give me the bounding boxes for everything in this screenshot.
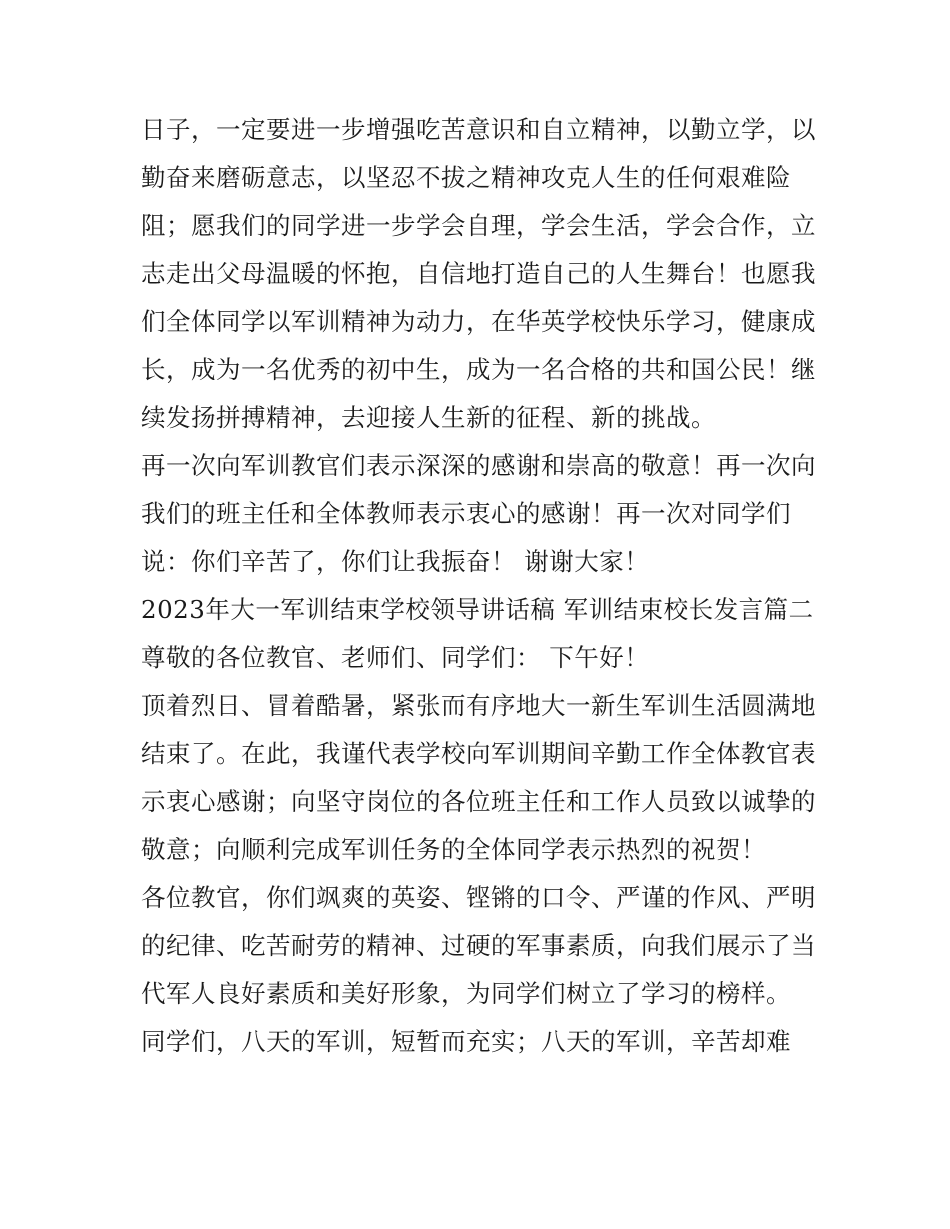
text-line: 长，成为一名优秀的初中生，成为一名合格的共和国公民！继 (141, 355, 816, 384)
text-line: 勤奋来磨砺意志，以坚忍不拔之精神攻克人生的任何艰难险 (141, 163, 791, 192)
text-line: 同学们，八天的军训，短暂而充实；八天的军训，辛苦却难 (141, 1027, 791, 1056)
text-line: 我们的班主任和全体教师表示衷心的感谢！再一次对同学们 (141, 499, 791, 528)
text-line: 尊敬的各位教官、老师们、同学们： 下午好！ (141, 643, 650, 672)
section-heading: 2023年大一军训结束学校领导讲话稿 军训结束校长发言篇二 (141, 595, 814, 624)
text-line: 的纪律、吃苦耐劳的精神、过硬的军事素质，向我们展示了当 (141, 931, 816, 960)
text-line: 代军人良好素质和美好形象，为同学们树立了学习的榜样。 (141, 979, 791, 1008)
text-line: 们全体同学以军训精神为动力，在华英学校快乐学习，健康成 (141, 307, 816, 336)
text-line: 说：你们辛苦了，你们让我振奋！ 谢谢大家！ (141, 547, 650, 576)
text-line: 续发扬拼搏精神，去迎接人生新的征程、新的挑战。 (141, 403, 716, 432)
text-line: 再一次向军训教官们表示深深的感谢和崇高的敬意！再一次向 (141, 451, 816, 480)
text-line: 阻；愿我们的同学进一步学会自理，学会生活，学会合作，立 (141, 211, 816, 240)
text-line: 示衷心感谢；向坚守岗位的各位班主任和工作人员致以诚挚的 (141, 787, 816, 816)
text-line: 志走出父母温暖的怀抱，自信地打造自己的人生舞台！也愿我 (141, 259, 816, 288)
text-line: 日子，一定要进一步增强吃苦意识和自立精神，以勤立学，以 (141, 115, 816, 144)
text-line: 敬意；向顺利完成军训任务的全体同学表示热烈的祝贺！ (141, 835, 766, 864)
text-line: 结束了。在此，我谨代表学校向军训期间辛勤工作全体教官表 (141, 739, 816, 768)
text-line: 顶着烈日、冒着酷暑，紧张而有序地大一新生军训生活圆满地 (141, 691, 816, 720)
text-line: 各位教官，你们飒爽的英姿、铿锵的口令、严谨的作风、严明 (141, 883, 816, 912)
document-body (141, 106, 821, 1066)
